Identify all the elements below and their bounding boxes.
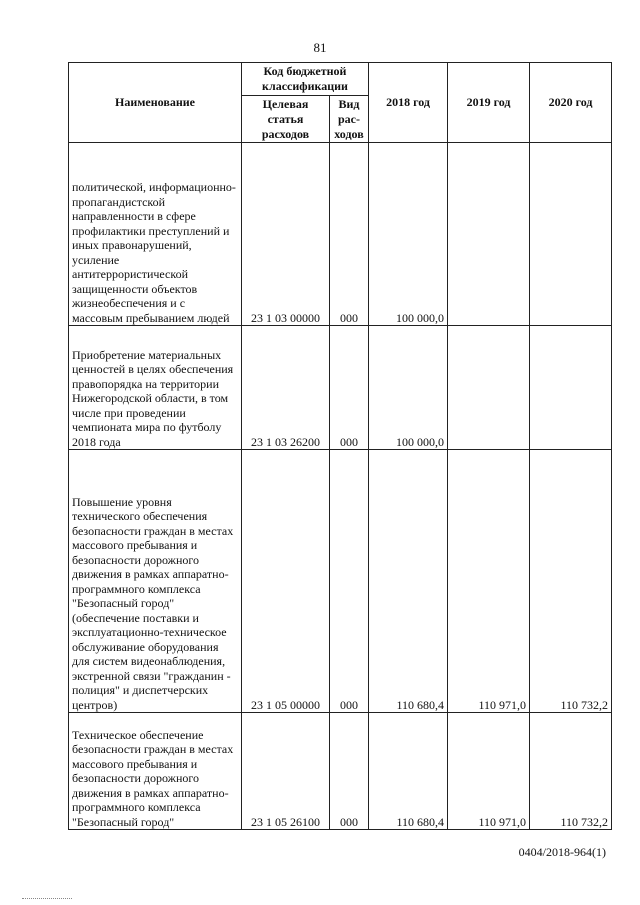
scan-mark <box>22 898 72 899</box>
header-2018: 2018 год <box>369 63 448 143</box>
header-classification: Код бюджетной классификации <box>242 63 369 96</box>
header-2020: 2020 год <box>530 63 612 143</box>
page-number: 81 <box>313 40 327 55</box>
row-code: 23 1 03 26200 <box>242 326 330 450</box>
row-name: Приобретение материальных ценностей в целях обеспечения правопорядка на территории Нижегородской области, в том числе при проведении чемпионата мира по футболу 2018 года <box>69 326 242 450</box>
row-2019 <box>448 143 530 326</box>
row-vid: 000 <box>330 713 369 830</box>
row-2020 <box>530 143 612 326</box>
row-2018: 100 000,0 <box>369 143 448 326</box>
row-2020 <box>530 326 612 450</box>
row-code: 23 1 05 26100 <box>242 713 330 830</box>
row-2018: 110 680,4 <box>369 713 448 830</box>
row-name: политической, информационно-пропагандистской направленности в сфере профилактики преступлений и иных правонарушений, усиление антитеррористической защищенности объектов жизнеобеспечения и с массовым пребыванием людей <box>69 143 242 326</box>
row-2019: 110 971,0 <box>448 713 530 830</box>
row-code: 23 1 03 00000 <box>242 143 330 326</box>
budget-table <box>68 62 612 830</box>
document-code: 0404/2018-964(1) <box>518 845 606 859</box>
table-row <box>69 713 612 830</box>
row-2020: 110 732,2 <box>530 713 612 830</box>
header-name: Наименование <box>69 63 242 143</box>
table-row <box>69 450 612 713</box>
row-vid: 000 <box>330 450 369 713</box>
row-code: 23 1 05 00000 <box>242 450 330 713</box>
row-vid: 000 <box>330 143 369 326</box>
header-target-article: Целевая статья расходов <box>242 96 330 143</box>
row-2019: 110 971,0 <box>448 450 530 713</box>
table-row <box>69 326 612 450</box>
row-2020: 110 732,2 <box>530 450 612 713</box>
row-name: Техническое обеспечение безопасности граждан в местах массового пребывания и безопасности дорожного движения в рамках аппаратно-программного комплекса "Безопасный город" <box>69 713 242 830</box>
header-2019: 2019 год <box>448 63 530 143</box>
row-2018: 110 680,4 <box>369 450 448 713</box>
table-row <box>69 143 612 326</box>
row-2019 <box>448 326 530 450</box>
row-vid: 000 <box>330 326 369 450</box>
row-2018: 100 000,0 <box>369 326 448 450</box>
header-expense-type: Вид рас-ходов <box>330 96 369 143</box>
row-name: Повышение уровня технического обеспечения безопасности граждан в местах массового пребывания и безопасности дорожного движения в рамках аппаратно-программного комплекса "Безопасный город" (обеспечение поставки и эксплуатационно-техническое обслуживание оборудования для систем видеонаблюдения, экстренной связи "гражданин - полиция" и диспетчерских центров) <box>69 450 242 713</box>
